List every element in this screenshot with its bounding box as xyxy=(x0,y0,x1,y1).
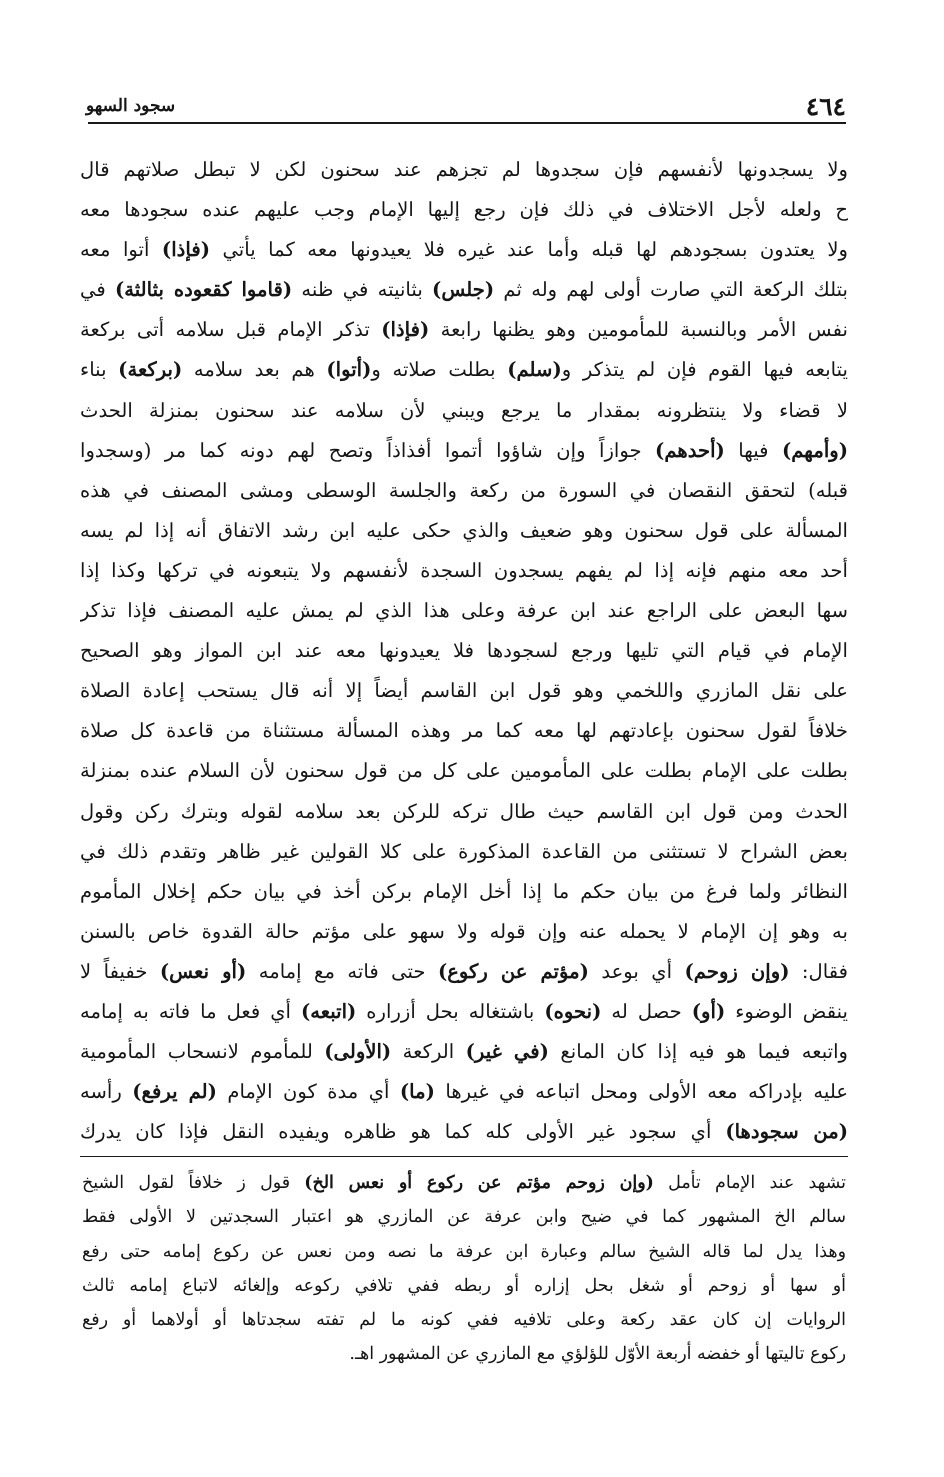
main-text-line: خلافاً لقول سحنون بإعادتهم لها معه كما مر وهذه المسألة مستثناة من قاعدة كل صلاة xyxy=(80,719,848,743)
main-text-line: على نقل المازري واللخمي وهو قول ابن القاسم أيضاً إلا أنه قال يستحب إعادة الصلاة xyxy=(80,679,848,703)
main-text-line: فقال: (وإن زوحم) أي بوعد (مؤتم عن ركوع) حتى فاته مع إمامه (أو نعس) خفيفاً لا xyxy=(80,959,848,983)
main-text-line: ولا يعتدون بسجودهم لها قبله وأما عند غيره فلا يعيدونها معه كما يأتي (فإذا) أتوا معه xyxy=(80,238,848,262)
footnote-line: الروايات إن كان عقد ركعة وعلى تلافيه ففي كونه ما لم تفته سجدتاها أو أولاهما أو رفع xyxy=(82,1310,846,1331)
main-text-line: سها البعض على الراجع عند ابن عرفة وعلى هذا الذي لم يمش عليه المصنف فإذا تذكر xyxy=(80,599,848,623)
main-text-line: به وهو إن الإمام لا يحمله عنه وإن قوله ولا سهو على مؤتم حالة القدوة خاص بالسنن xyxy=(80,919,848,943)
main-text-line: ح ولعله لأجل الاختلاف في ذلك فإن رجع إليها الإمام وجب عليهم عنده سجودها معه xyxy=(80,198,848,222)
main-text-line: بعض الشراح لا تستثنى من القاعدة المذكورة على كلا القولين غير ظاهر وتقدم ذلك في xyxy=(80,839,848,863)
footnote xyxy=(82,1166,846,1372)
main-text-line: يتابعه فيها القوم فإن لم يتذكر و(سلم) بطلت صلاته و(أتوا) هم بعد سلامه (بركعة) بناء xyxy=(80,358,848,382)
main-text-line: (وأمهم) فيها (أحدهم) جوازاً وإن شاؤوا أتموا أفذاذاً وتصح لهم دونه كما مر (وسجدوا xyxy=(80,438,848,462)
main-text-line: واتبعه فيما هو فيه إذا كان المانع (في غير) الركعة (الأولى) للمأموم لانسحاب المأمومية xyxy=(80,1040,848,1064)
header-rule xyxy=(88,122,846,124)
main-text-line: (من سجودها) أي سجود غير الأولى كله كما هو ظاهره ويفيده النقل فإذا كان يدرك xyxy=(80,1120,848,1144)
main-text-line: قبله) لتحقق النقصان في السورة من ركعة والجلسة الوسطى ومشى المصنف في هذه xyxy=(80,478,848,502)
footnote-line: تشهد عند الإمام تأمل (وإن زوحم مؤتم عن ركوع أو نعس الخ) قول ز خلافاً لقول الشيخ xyxy=(82,1173,846,1193)
footnote-line: سالم الخ المشهور كما في ضيح وابن عرفة عن المازري هو اعتبار السجدتين لا الأولى فقط xyxy=(82,1207,846,1228)
main-text-line: عليه بإدراكه معه الأولى ومحل اتباعه في غيرها (ما) أي مدة كون الإمام (لم يرفع) رأسه xyxy=(80,1080,848,1104)
main-text-line: ولا يسجدونها لأنفسهم فإن سجدوها لم تجزهم عند سحنون لكن لا تبطل صلاتهم قال xyxy=(80,158,848,181)
main-text-line: النظائر ولما فرغ من بيان حكم ما إذا أخل الإمام بركن أخذ في بيان حكم إخلال المأموم xyxy=(80,879,848,903)
footnote-separator xyxy=(80,1156,848,1157)
main-text xyxy=(80,150,848,1152)
footnote-line: وهذا يدل لما قاله الشيخ سالم وعبارة ابن عرفة ما نصه ومن نعس عن ركوع إمامه حتى رفع xyxy=(82,1241,846,1262)
page-header xyxy=(86,88,846,124)
main-text-line: المسألة على قول سحنون وهو ضعيف والذي حكى عليه ابن رشد الاتفاق أنه إذا لم يسه xyxy=(80,518,848,542)
footnote-line: ركوع تاليتها أو خفضه أربعة الأوّل للؤلؤي مع المازري عن المشهور اهـ. xyxy=(349,1344,846,1365)
main-text-line: أحد معه منهم فإنه إذا لم يفهم يسجدون السجدة لأنفسهم ولا يتبعونه في تركها وكذا إذا xyxy=(80,558,848,582)
page-number: ٤٦٤ xyxy=(805,91,846,121)
running-title: سجود السهو xyxy=(86,96,176,116)
main-text-line: بتلك الركعة التي صارت أولى لهم وله ثم (جلس) بثانيته في ظنه (قاموا كقعوده بثالثة) في xyxy=(80,278,848,302)
main-text-line: ينقض الوضوء (أو) حصل له (نحوه) باشتغاله بحل أزراره (اتبعه) أي فعل ما فاته به إمامه xyxy=(80,999,848,1023)
main-text-line: بطلت على الإمام بطلت على المأمومين على كل من قول سحنون لأن السلام عنده بمنزلة xyxy=(80,759,848,783)
main-text-line: لا قضاء ولا ينتظرونه بمقدار ما يرجع ويبني لأن سلامه عند سحنون بمنزلة الحدث xyxy=(80,398,848,422)
main-text-line: نفس الأمر وبالنسبة للمأمومين وهو يظنها رابعة (فإذا) تذكر الإمام قبل سلامه أتى بركعة xyxy=(80,318,848,342)
main-text-line: الإمام في قيام التي تليها ورجع لسجودها فلا يعيدونها معه عند ابن المواز وهو الصحيح xyxy=(80,639,848,663)
main-text-line: الحدث ومن قول ابن القاسم حيث طال تركه للركن بعد سلامه لقوله وبترك ركن وقول xyxy=(80,799,848,823)
footnote-line: أو سها أو زوحم أو شغل بحل إزاره أو ربطه ففي تلافي ركوعه وإلغائه لاتباع إمامه ثالث xyxy=(82,1275,846,1296)
